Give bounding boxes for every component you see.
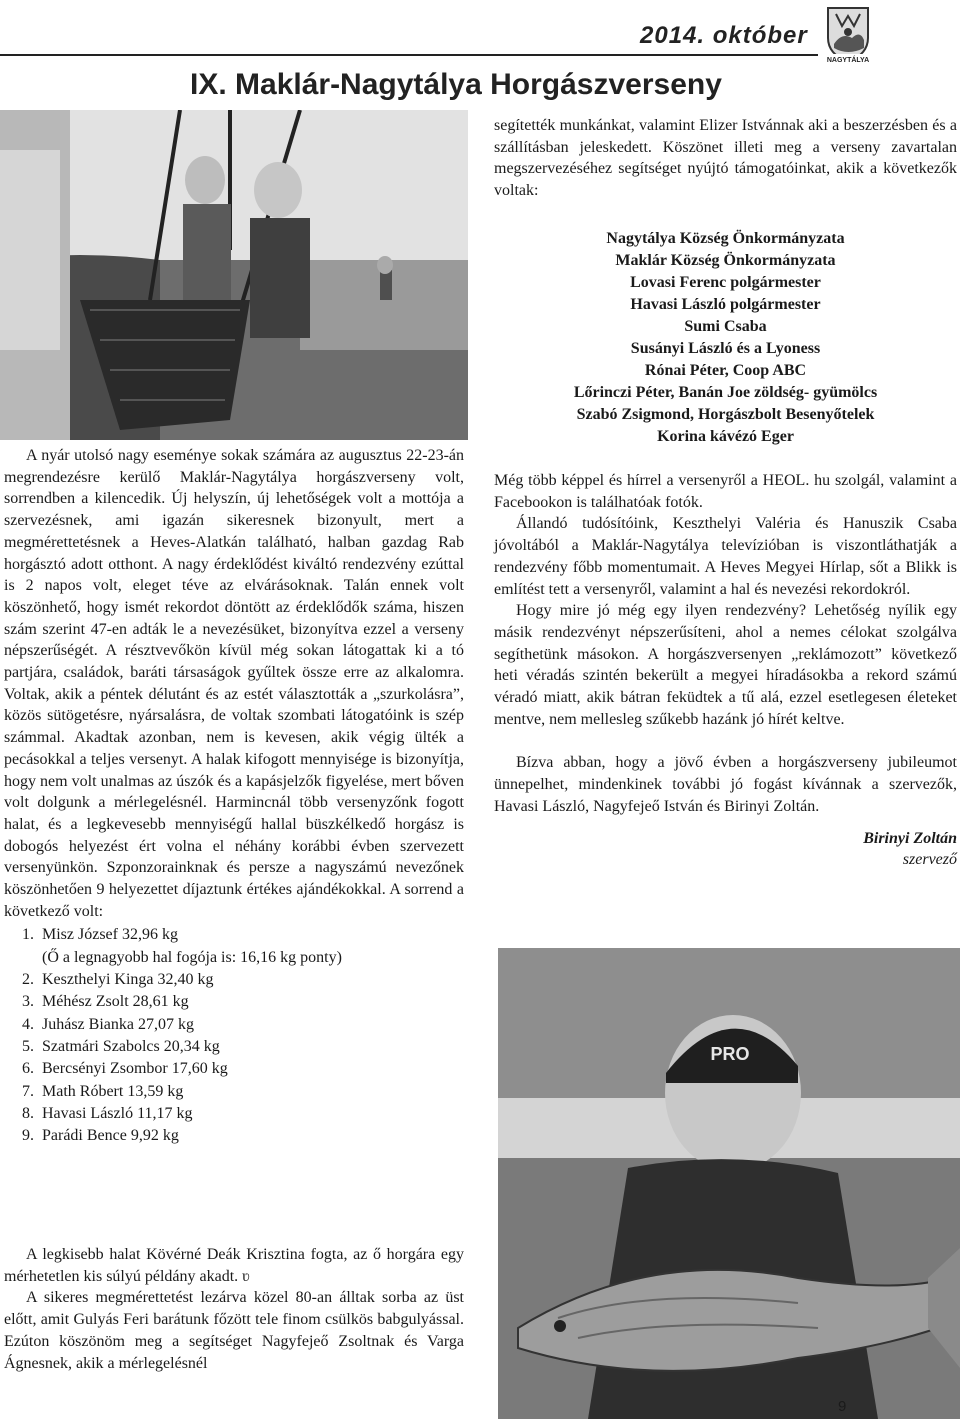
sponsor-item: Rónai Péter, Coop ABC <box>644 362 807 379</box>
sponsor-item: Susányi László és a Lyoness <box>630 340 821 357</box>
sponsor-item: Lovasi Ferenc polgármester <box>630 274 821 291</box>
result-item: 3. Méhész Zsolt 28,61 kg <box>22 993 189 1011</box>
sponsor-item: Szabó Zsigmond, Horgászbolt Besenyőtelek <box>576 406 875 423</box>
issue-date: 2014. október <box>640 22 808 49</box>
sponsor-list <box>494 228 957 448</box>
sponsor-item: Havasi László polgármester <box>630 296 821 313</box>
closing-wishes-paragraph: Bízva abban, hogy a jövő évben a horgászverseny jubileumot ünnepelhet, mindenkinek további jó fogást kívánnak a szervezők, Havasi László, Nagyfejeő István és Birinyi Zoltán. <box>494 754 957 815</box>
sponsor-item: Nagytálya Község Önkormányzata <box>606 230 845 247</box>
article-title: IX. Maklár-Nagytálya Horgászverseny <box>190 68 722 101</box>
signature-name: Birinyi Zoltán <box>863 829 957 847</box>
blood-drive-paragraph: Hogy mire jó még egy ilyen rendezvény? Lehetőség nyílik egy másik rendezvényt népszerűsíteni, ahol a nemes célokat szolgálva segíthetünk másokon. A horgászversenyen „reklámozott” következő heti véradás szintén bekerült a megyei híradásokba a rekord számú véradó miatt, akik bátran feküdtek a tű alá, ezzel esetlegesen életeket mentve, nem mellesleg szűkebb hazánk jó hírét keltve. <box>494 602 957 728</box>
result-item: 7. Math Róbert 13,59 kg <box>22 1082 184 1100</box>
result-item: 1. Misz József 32,96 kg <box>22 926 178 944</box>
heol-paragraph: Még több képpel és hírrel a versenyről a HEOL. hu szolgál, valamint a Facebookon is találhatóak fotók. <box>494 472 957 511</box>
signature-role: szervező <box>902 851 957 869</box>
sponsor-item: Lőrinczi Péter, Banán Joe zöldség- gyümölcs <box>573 384 878 401</box>
crest-label: NAGYTÁLYA <box>826 57 870 64</box>
header-rule <box>0 54 818 56</box>
right-top-column <box>494 115 957 202</box>
nagytalya-crest-icon <box>822 4 874 66</box>
sponsor-item: Maklár Község Önkormányzata <box>615 252 836 269</box>
continuation-paragraph: segítették munkánkat, valamint Elizer Istvánnak aki a beszerzésben és a szállításban jeleskedett. Köszönet illeti meg a verseny zavartalan megszervezéséhez segítséget nyújtó támogatóinkat, akik a következők voltak: <box>494 117 957 200</box>
angler-with-carp-photo <box>498 948 960 1419</box>
left-bottom-column <box>4 1244 464 1374</box>
page-number: 9 <box>838 1398 847 1415</box>
sponsor-item: Sumi Csaba <box>684 318 767 335</box>
result-item: 5. Szatmári Szabolcs 20,34 kg <box>22 1037 220 1055</box>
result-item: 9. Parádi Bence 9,92 kg <box>22 1127 179 1145</box>
result-item: 4. Juhász Bianka 27,07 kg <box>22 1015 194 1033</box>
result-note: (Ő a legnagyobb hal fogója is: 16,16 kg ponty) <box>42 948 342 966</box>
intro-paragraph: A nyár utolsó nagy eseménye sokak számára az augusztus 22-23-án megrendezésre kerülő Maklár-Nagytálya horgászverseny volt, sorrendben a kilencedik. Új helyszín, új lehetőségek volt a mottója a szervezésnek, ami igazán sikeresnek bizonyult, mert a megmérettetésnek a Heves-Alatkán található, halban gazdag Rab horgásztó adott otthont. A nagy érdeklődést kiváltó rendezvény ezúttal is 2 napos volt, eleget téve az elvárásoknak. Talán ennek volt köszönhető, hogy ismét rekordot döntött az érdeklődők száma, hiszen szám szerint 47-en adták le a nevezésüket, bizonyítva ezzel a verseny népszerűségét. A résztvevőkön kívül még sokan látogattak ki a tó partjára, családok, baráti társaságok gyűltek össze erre az alkalomra. Voltak, akik a péntek délutánt és az estét választották a „szurkolásra”, közös sütögetésre, nyársalásra, de voltak szombati látogatóink is szép számmal. Akadtak azonban, nem is kevesen, akik végig ülték a pecásokkal a teljes versenyt. A halak kifogott mennyisége is bizonyítja, hogy nem volt unalmas az úszók és a kapásjelzők figyelése, mert bőven volt dolgunk a mérlegelésnél. Harmincnál több versenyzőnk fogott halat, és a legkevesebb mennyiségű hallal büszkélkedő horgász is dobogós helyezést ért volna el néhány korábbi évben szervezett versenyünkön. Szponzorainknak és persze a nagyszámú nevezőnek köszönhetően 9 helyezettet díjaztunk értékes ajándékokkal. A sorrend a következő volt: <box>4 447 464 920</box>
right-column <box>494 470 957 871</box>
sponsor-item: Korina kávézó Eger <box>657 428 794 445</box>
closing-paragraph: A sikeres megmérettetést lezárva közel 80-an álltak sorba az üst előtt, amit Gulyás Feri barátunk főzött tele finom csülkös babgulyással. Ezúton köszönöm meg a segítséget Nagyfejeő Zsoltnak és Varga Ágnesnek, akik a mérlegelésnél <box>4 1289 464 1372</box>
media-paragraph: Állandó tudósítóink, Keszthelyi Valéria és Hanuszik Csaba jóvoltából a Maklár-Nagytálya televízióban is viszontláthatják a rendezvény főbb momentumait. A Heves Megyei Hírlap, sőt a Blikk is említést tett a versenyről, valamint a hal és nevezési rekordokról. <box>494 515 957 598</box>
result-item: 6. Bercsényi Zsombor 17,60 kg <box>22 1060 228 1078</box>
results-list <box>4 924 464 1147</box>
smallest-fish-paragraph: A legkisebb halat Kövérné Deák Krisztina fogta, az ő horgára egy mérhetetlen kis súlyú példány akadt. ʋ <box>4 1246 464 1285</box>
left-column <box>4 445 464 1147</box>
cap-logo-text: PRO <box>710 1044 750 1064</box>
result-item: 2. Keszthelyi Kinga 32,40 kg <box>22 971 214 989</box>
kids-fishing-net-photo <box>0 110 468 440</box>
result-item: 8. Havasi László 11,17 kg <box>22 1104 193 1122</box>
